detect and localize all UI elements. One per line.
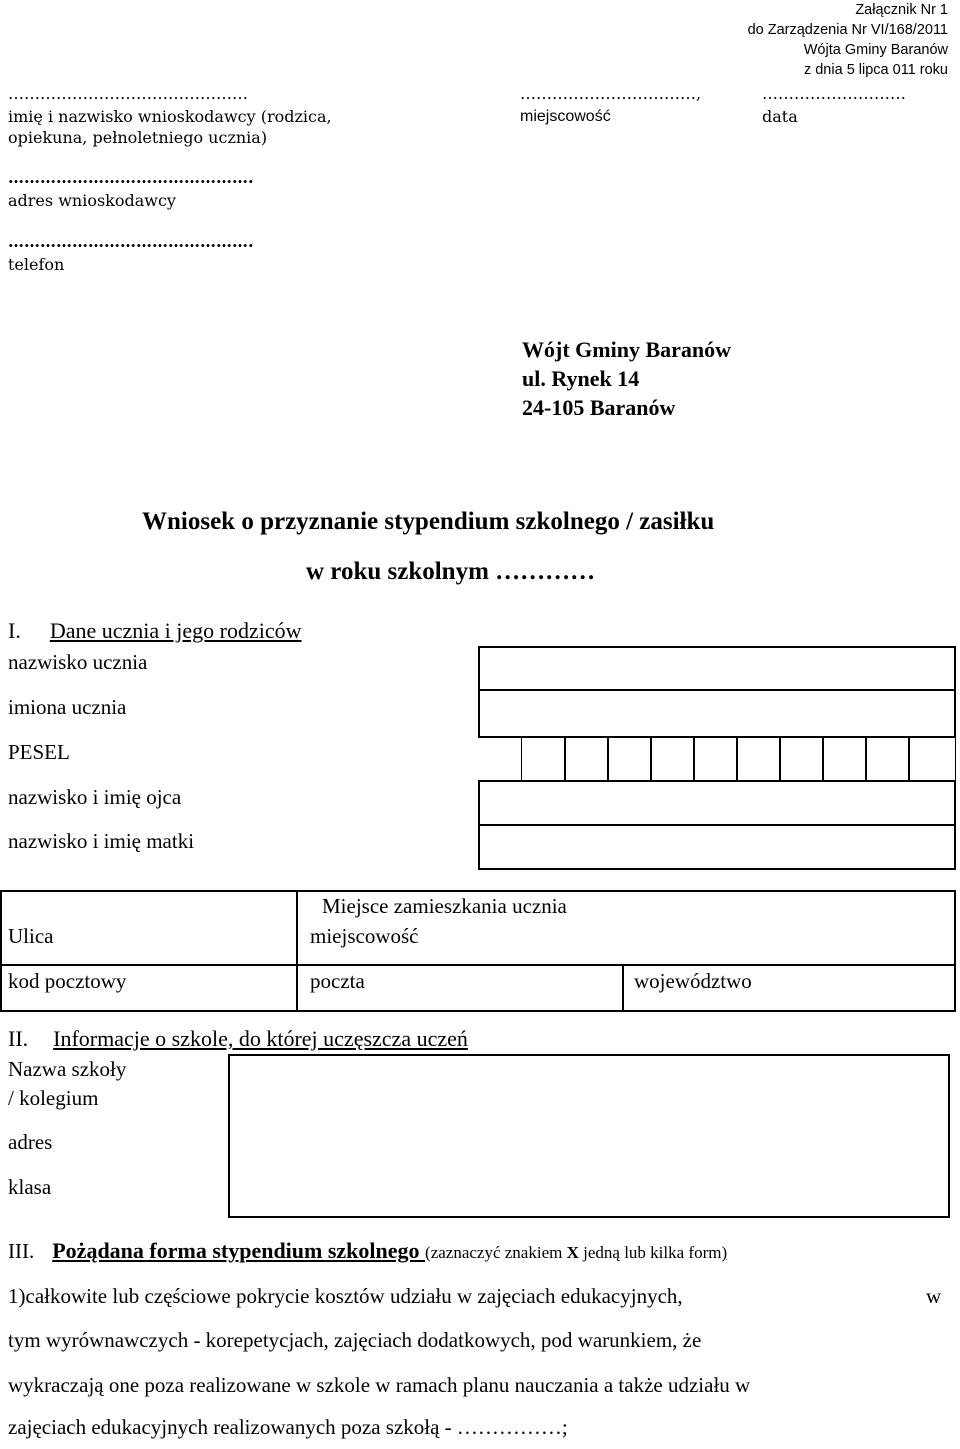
pesel-digit-box[interactable] [908,736,956,782]
student-firstnames-field[interactable] [478,689,956,738]
post-office-label: poczta [310,969,365,993]
annex-number: Załącznik Nr 1 [855,2,948,18]
section2-heading [8,1026,468,1052]
section3-note-suffix: jedną lub kilka form [578,1243,722,1262]
father-name-label: nazwisko i imię ojca [8,785,182,809]
pesel-digit-box[interactable] [693,736,738,782]
street-field-label: Ulica [8,924,54,948]
section3-note-close: ) [721,1243,728,1262]
section1-title: Dane ucznia i jego rodziców [49,618,302,643]
mother-name-label: nazwisko i imię matki [8,829,195,853]
item1-line4: zajęciach edukacyjnych realizowanych poza szkołą - ……………; [8,1415,568,1439]
section3-title: Pożądana forma stypendium szkolnego [52,1238,426,1263]
item1-line1-end: w [926,1284,942,1308]
section1-heading [8,618,302,644]
item1-line1: 1)całkowite lub częściowe pokrycie kosztów udziału w zajęciach edukacyjnych, [8,1284,683,1308]
pesel-digit-box[interactable] [779,736,824,782]
place-dots[interactable]: ……………………………, [520,84,702,103]
item1-line2: tym wyrównawczych - korepetycjach, zajęciach dodatkowych, pod warunkiem, że [8,1328,702,1352]
section3-note [425,1243,727,1262]
phone-dots[interactable]: ………………………………………. [8,232,254,251]
divider [296,890,298,1012]
applicant-name-dots[interactable]: ……………………………………… [8,84,248,103]
section3-note-x: X [566,1243,579,1262]
date-dots[interactable]: ……………………… [762,84,906,103]
pesel-digit-box[interactable] [736,736,781,782]
annex-date: z dnia 5 lipca 011 roku [803,62,948,78]
date-label: data [762,107,798,126]
recipient-city: 24-105 Baranów [522,395,676,420]
annex-header [748,0,948,80]
phone-label: telefon [8,255,65,274]
recipient-street: ul. Rynek 14 [522,366,640,391]
pesel-digit-box[interactable] [865,736,910,782]
applicant-name-label-2: opiekuna, pełnoletniego ucznia) [8,128,268,147]
student-surname-field[interactable] [478,646,956,691]
student-firstnames-label: imiona ucznia [8,695,127,719]
recipient-name: Wójt Gminy Baranów [522,337,731,362]
school-name-label-2: / kolegium [8,1086,99,1110]
section2-title: Informacje o szkole, do której uczęszcza uczeń [53,1026,468,1051]
pesel-digit-box[interactable] [607,736,652,782]
address-label: adres wnioskodawcy [8,191,176,210]
divider [622,964,624,1012]
annex-ordinance: do Zarządzenia Nr VI/168/2011 [747,22,948,38]
section3-number: III. [8,1239,35,1263]
place-label: miejscowość [520,108,611,125]
section2-number: II. [8,1026,29,1051]
section3-note-prefix: (zaznaczyć znakiem [425,1243,567,1262]
divider [478,824,956,826]
divider [0,964,956,966]
province-label: województwo [634,969,752,993]
school-name-label: Nazwa szkoły [8,1057,127,1081]
pesel-digit-box[interactable] [822,736,867,782]
school-year-line: w roku szkolnym ………… [306,558,596,585]
section1-number: I. [8,618,21,643]
pesel-digit-box[interactable] [521,736,566,782]
postal-code-label: kod pocztowy [8,969,127,993]
section3-heading [8,1238,727,1264]
city-field-label: miejscowość [310,924,419,948]
pesel-digit-box[interactable] [650,736,695,782]
pesel-digit-box[interactable] [564,736,609,782]
item1-line3: wykraczają one poza realizowane w szkole w ramach planu nauczania a także udziału w [8,1373,751,1397]
residence-heading: Miejsce zamieszkania ucznia [322,894,567,918]
pesel-label: PESEL [8,740,70,764]
student-surname-label: nazwisko ucznia [8,650,148,674]
applicant-name-label: imię i nazwisko wnioskodawcy (rodzica, [8,107,332,126]
class-label: klasa [8,1175,52,1199]
annex-issuer: Wójta Gminy Baranów [803,42,948,58]
form-title: Wniosek o przyznanie stypendium szkolnego / zasiłku [142,508,715,535]
address-dots[interactable]: ………………………………………. [8,168,254,187]
school-address-label: adres [8,1130,53,1154]
school-info-field[interactable] [228,1054,950,1218]
